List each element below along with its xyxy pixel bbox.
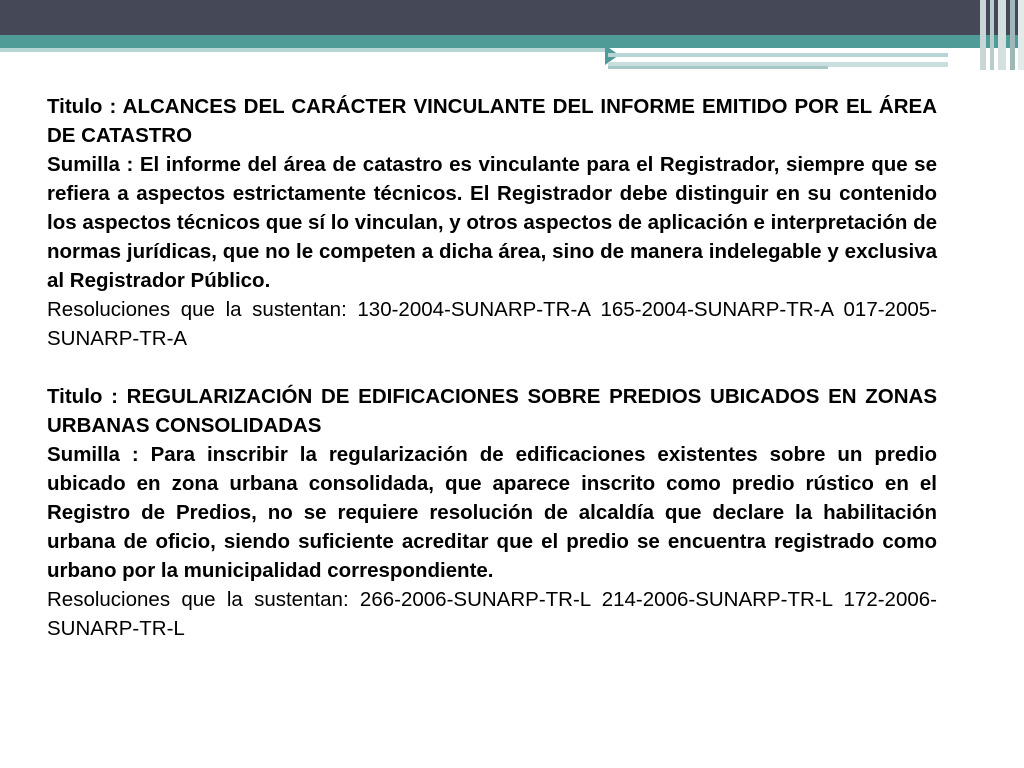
titulo-label: Titulo : <box>47 385 118 408</box>
vertical-bar-decoration <box>980 0 986 70</box>
header-stripe-upper <box>608 53 948 57</box>
entry-2-sumilla <box>47 440 937 585</box>
entry-1-sumilla <box>47 150 937 295</box>
entry-2-titulo <box>47 382 937 440</box>
header-light-stripe <box>0 48 605 52</box>
entry-2-resoluciones: Resoluciones que la sustentan: 266-2006-SUNARP-TR-L 214-2006-SUNARP-TR-L 172-2006-SUNARP-TR-L <box>47 588 937 640</box>
titulo-text: ALCANCES DEL CARÁCTER VINCULANTE DEL INFORME EMITIDO POR EL ÁREA DE CATASTRO <box>47 95 938 147</box>
entry-1-titulo <box>47 92 937 150</box>
slide-body <box>47 92 937 643</box>
header-stripe-lower <box>608 66 828 69</box>
titulo-label: Titulo : <box>47 95 117 118</box>
vertical-bar-decoration <box>1018 0 1024 70</box>
titulo-text: REGULARIZACIÓN DE EDIFICACIONES SOBRE PREDIOS UBICADOS EN ZONAS URBANAS CONSOLIDADAS <box>47 385 938 437</box>
header-teal-band <box>0 35 1024 48</box>
entry-spacer <box>47 353 937 382</box>
sumilla-text: El informe del área de catastro es vinculante para el Registrador, siempre que se refiera a aspectos estrictamente técnicos. El Registrador debe distinguir en su contenido los aspectos técnicos que sí lo vinculan, y otros aspectos de aplicación e interpretación de normas jurídicas, que no le competen a dicha área, sino de manera indelegable y exclusiva al Registrador Público. <box>47 153 937 292</box>
sumilla-text: Para inscribir la regularización de edificaciones existentes sobre un predio ubicado en zona urbana consolidada, que aparece inscrito como predio rústico en el Registro de Predios, no se requiere resolución de alcaldía que declare la habilitación urbana de oficio, siendo suficiente acreditar que el predio se encuentra registrado como urbano por la municipalidad correspondiente. <box>47 443 937 582</box>
vertical-bar-decoration <box>990 0 994 70</box>
sumilla-label: Sumilla : <box>47 153 134 176</box>
vertical-bar-decoration <box>1010 0 1015 70</box>
vertical-bar-decoration <box>998 0 1006 70</box>
entry-1-resoluciones: Resoluciones que la sustentan: 130-2004-SUNARP-TR-A 165-2004-SUNARP-TR-A 017-2005-SUNARP-TR-A <box>47 298 937 350</box>
header-dark-band <box>0 0 1024 35</box>
sumilla-label: Sumilla : <box>47 443 139 466</box>
